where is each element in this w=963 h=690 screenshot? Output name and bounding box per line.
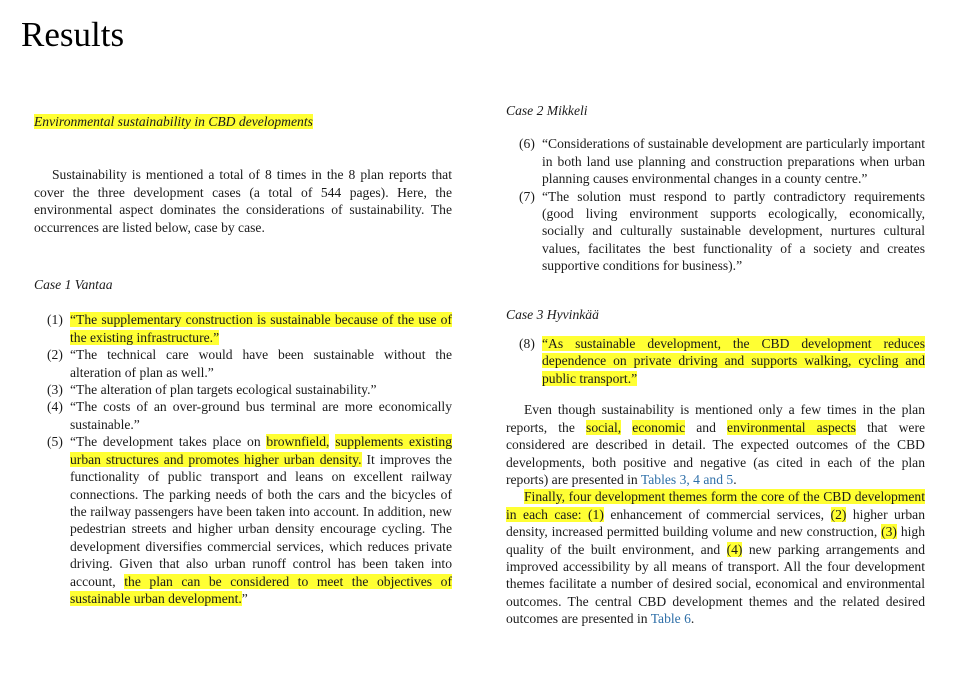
- case2-heading: Case 2 Mikkeli: [506, 103, 588, 118]
- case3-heading: Case 3 Hyvinkää: [506, 306, 599, 322]
- list-item: (8) “As sustainable development, the CBD development reduces dependence on private driving and supports walking, cycling and public transport.”: [519, 336, 925, 386]
- list-item: (1) “The supplementary construction is sustainable because of the use of the existing infrastructure.”: [47, 312, 452, 345]
- paragraph-themes: Finally, four development themes form the core of the CBD development in each case: (1) enhancement of commercial services, (2) higher urban density, increased permitted building volume and new construction, (3) high quality of the built environment, and (4) new parking arrangements and improved accessibility by all means of transport. All the four development themes facilitate a number of desired social, economical and environmental outcomes. The central CBD development themes and the related desired outcomes are presented in Table 6.: [506, 489, 926, 627]
- list-item: (2) “The technical care would have been sustainable without the alteration of plan as well.”: [47, 347, 452, 380]
- section-heading: Environmental sustainability in CBD developments: [34, 114, 313, 129]
- list-item: (6) “Considerations of sustainable development are particularly important in both land use planning and construction preparations when urban planning causes environmental changes in a county centre.”: [519, 136, 925, 187]
- intro-paragraph: Sustainability is mentioned a total of 8 times in the 8 plan reports that cover the three development cases (a total of 544 pages). Here, the environmental aspect dominates the considerations of sustainability. The occurrences are listed below, case by case.: [34, 167, 452, 235]
- table6-link[interactable]: Table 6: [650, 611, 691, 627]
- list-item: (7) “The solution must respond to partly contradictory requirements (good living environment supports ecologically, economically, socially and culturally sustainable development, nurtures cultural values, facilitates the best functionality of a society and creates supportive conditions for business).”: [519, 188, 925, 274]
- list-item: (4) “The costs of an over-ground bus terminal are more economically sustainable.”: [47, 399, 452, 432]
- list-item: (5) “The development takes place on brownfield, supplements existing urban structures and promotes higher urban density. It improves the functionality of public transport and leans on excellent railway connections. The parking needs of both the cars and the bicycles of the railway passengers have been taken into account. In addition, new pedestrian streets and higher urban density encourage cycling. The development diversifies commercial services, which reduces private driving. Given that also urban runoff control has been taken into account, the plan can be considered to meet the objectives of sustainable urban development.”: [47, 434, 453, 606]
- paragraph-aspects: Even though sustainability is mentioned only a few times in the plan reports, the social, economic and environmental aspects that were considered are described in detail. The expected outcomes of the CBD developments, both positive and negative (as cited in each of the plan reports) are presented in Tables 3, 4 and 5.: [506, 402, 925, 487]
- case3-list: [506, 335, 925, 387]
- case2-list: [506, 135, 925, 274]
- tables-link[interactable]: Tables 3, 4 and 5: [640, 471, 734, 487]
- left-column: [34, 113, 452, 607]
- case1-list: [34, 311, 452, 607]
- slide-title: Results: [21, 15, 125, 54]
- right-column: [506, 102, 925, 628]
- case1-heading: Case 1 Vantaa: [34, 277, 113, 293]
- list-item: (3) “The alteration of plan targets ecological sustainability.”: [47, 382, 377, 398]
